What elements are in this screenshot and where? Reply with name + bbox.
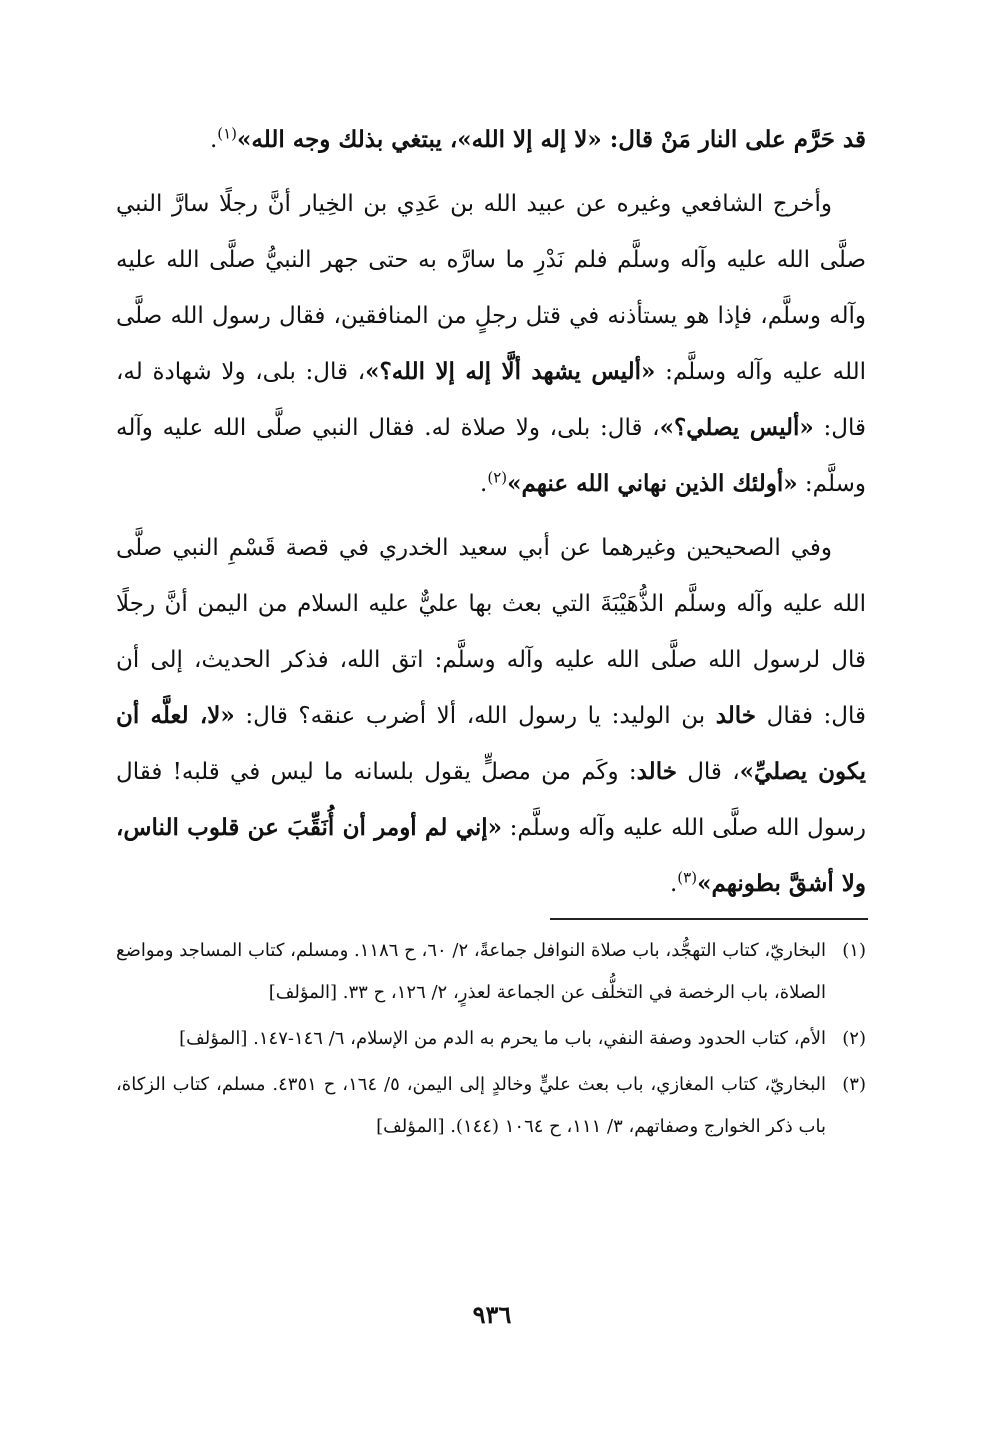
footnote-text: البخاريّ، كتاب المغازي، باب بعث عليٍّ وخالدٍ إلى اليمن، ٥/ ١٦٤، ح ٤٣٥١. مسلم، كتاب الزكاة، باب ذكر الخوارج وصفاتهم، ٣/ ١١١، ح ١٠٦٤ (١٤٤). [المؤلف]: [116, 1074, 827, 1137]
footnote-number: (٢): [842, 1028, 866, 1049]
text-segment: ، قال: [676, 759, 740, 785]
footnote-number: (١): [842, 940, 866, 961]
hadith-quote: «أليس يشهد ألَّا إله إلا الله؟»: [365, 358, 656, 385]
footnote-number: (٣): [842, 1074, 866, 1095]
paragraph: [116, 112, 866, 168]
footnote-ref[interactable]: (٣): [677, 868, 698, 887]
text-segment: ، قال: بلى، ولا صلاة له. فقال النبي صلَّى الله عليه وآله وسلَّم:: [116, 415, 866, 497]
footnote-text: الأم، كتاب الحدود وصفة النفي، باب ما يحرم به الدم من الإسلام، ٦/ ١٤٦-١٤٧. [المؤلف]: [179, 1028, 826, 1049]
text-segment: .: [480, 471, 488, 497]
paragraph: [116, 176, 866, 512]
hadith-quote: «إني لم أومر أن أُنَقِّبَ عن قلوب الناس، ولا أشقَّ بطونهم»: [116, 814, 866, 897]
footnote: [116, 1018, 866, 1060]
hadith-quote: قد حَرَّم على النار مَنْ قال: «لا إله إلا الله»، يبتغي بذلك وجه الله»: [237, 126, 866, 153]
footnote-separator: [550, 918, 868, 920]
paragraph: [116, 520, 866, 912]
hadith-quote: «أولئك الذين نهاني الله عنهم»: [507, 470, 798, 497]
footnotes: [116, 930, 866, 1152]
hadith-quote: «لا، لعلَّه أن يكون يصليِّ»: [116, 702, 867, 785]
text-segment: ، قال: بلى، ولا شهادة له، قال:: [116, 359, 866, 441]
page-number: ٩٣٦: [472, 1300, 512, 1329]
footnote: [116, 930, 866, 1014]
footnote-ref[interactable]: (١): [217, 124, 238, 143]
footnote-text: البخاريّ، كتاب التهجُّد، باب صلاة النوافل جماعةً، ٢/ ٦٠، ح ١١٨٦. ومسلم، كتاب المساجد ومواضع الصلاة، باب الرخصة في التخلُّف عن الجماعة لعذرٍ، ٢/ ١٢٦، ح ٣٣. [المؤلف]: [116, 940, 827, 1003]
hadith-quote: «أليس يصلي؟»: [659, 414, 814, 441]
text-segment: : وكَم من مصلٍّ يقول بلسانه ما ليس في قلبه! فقال رسول الله صلَّى الله عليه وآله وسلَّم:: [116, 759, 866, 841]
main-text: [116, 112, 866, 920]
footnote: [116, 1064, 866, 1148]
name-highlight: خالد: [636, 758, 677, 785]
text-segment: .: [669, 871, 678, 897]
footnote-ref[interactable]: (٢): [487, 468, 508, 487]
text-segment: .: [209, 127, 218, 153]
name-highlight: خالد: [715, 702, 757, 729]
text-segment: وفي الصحيحين وغيرهما عن أبي سعيد الخدري في قصة قَسْمِ النبي صلَّى الله عليه وآله وسلَّم الذُّهَيْبَةَ التي بعث بها عليٌّ عليه السلام من اليمن أنَّ رجلًا قال لرسول الله صلَّى الله عليه وآله وسلَّم: اتق الله، فذكر الحديث، إلى أن قال: فقال: [116, 535, 866, 729]
text-segment: بن الوليد: يا رسول الله، ألا أضرب عنقه؟ قال:: [234, 703, 716, 729]
text-segment: وأخرج الشافعي وغيره عن عبيد الله بن عَدِي بن الخِيار أنَّ رجلًا سارَّ النبي صلَّى الله عليه وآله وسلَّم فلم نَدْرِ ما سارَّه به حتى جهر النبيُّ صلَّى الله عليه وآله وسلَّم، فإذا هو يستأذنه في قتل رجلٍ من المنافقين، فقال رسول الله صلَّى الله عليه وآله وسلَّم:: [116, 191, 866, 385]
